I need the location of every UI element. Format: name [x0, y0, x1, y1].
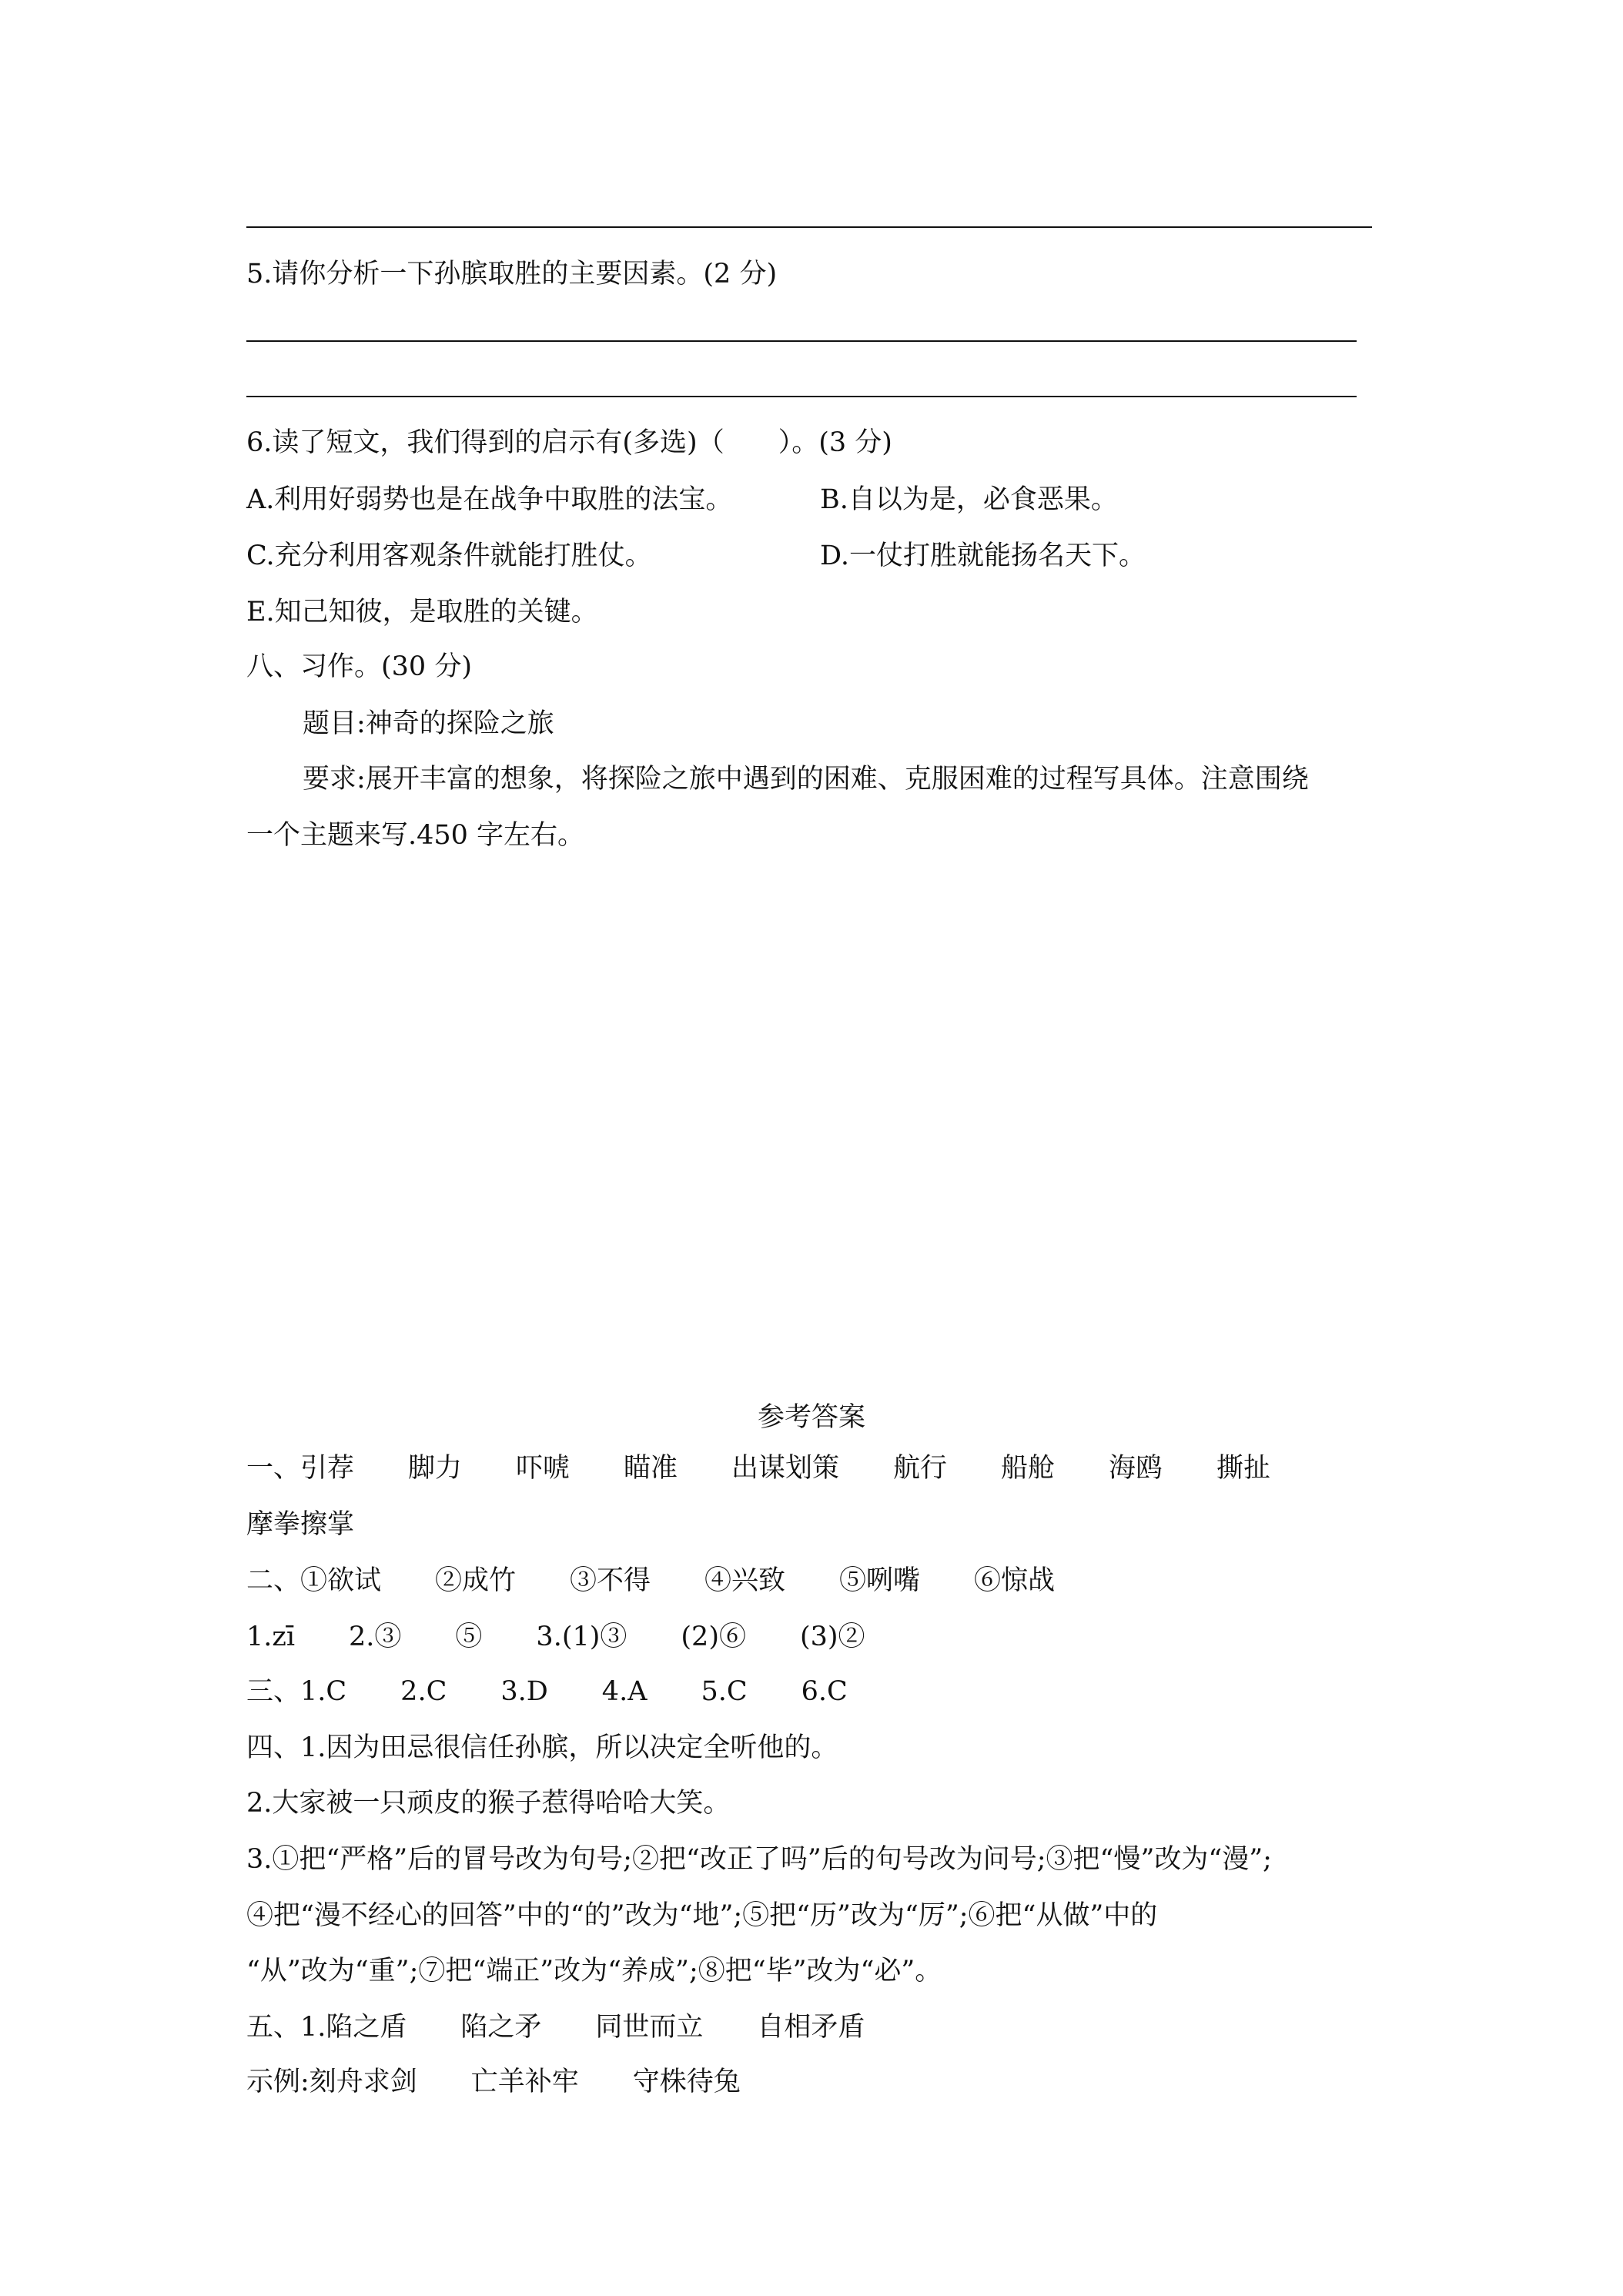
answer-line-4: 1.zī 2.③ ⑤ 3.(1)③ (2)⑥ (3)②: [246, 1622, 865, 1652]
answer-line-9: ④把“漫不经心的回答”中的“的”改为“地”;⑤把“历”改为“厉”;⑥把“从做”中的: [246, 1900, 1158, 1931]
option-a: A.利用好弱势也是在战争中取胜的法宝。: [246, 484, 733, 515]
option-e: E.知己知彼，是取胜的关键。: [246, 597, 598, 628]
answer-line-top: [246, 226, 1372, 228]
answer-line-5: 三、1.C 2.C 3.D 4.A 5.C 6.C: [246, 1676, 848, 1707]
answers-title: 参考答案: [757, 1402, 865, 1433]
question-5: 5.请你分析一下孙膑取胜的主要因素。(2 分): [246, 259, 778, 290]
answer-line-11: 五、1.陷之盾 陷之矛 同世而立 自相矛盾: [246, 2012, 865, 2043]
composition-requirement-1: 要求:展开丰富的想象，将探险之旅中遇到的困难、克服困难的过程写具体。注意围绕: [303, 764, 1309, 795]
answer-line-1: 一、引荐 脚力 吓唬 瞄准 出谋划策 航行 船舱 海鸥 撕扯: [246, 1453, 1271, 1484]
answer-line-q5-1: [246, 340, 1357, 342]
answer-line-3: 二、①欲试 ②成竹 ③不得 ④兴致 ⑤咧嘴 ⑥惊战: [246, 1565, 1056, 1596]
option-c: C.充分利用客观条件就能打胜仗。: [246, 541, 652, 571]
answer-line-8: 3.①把“严格”后的冒号改为句号;②把“改正了吗”后的句号改为问号;③把“慢”改为“漫”;: [246, 1844, 1272, 1875]
question-6: 6.读了短文，我们得到的启示有(多选)（ ）。(3 分): [246, 427, 892, 458]
answer-line-6: 四、1.因为田忌很信任孙膑，所以决定全听他的。: [246, 1732, 838, 1763]
composition-requirement-2: 一个主题来写.450 字左右。: [246, 820, 585, 851]
option-d: D.一仗打胜就能扬名天下。: [820, 541, 1146, 571]
answer-line-2: 摩拳擦掌: [246, 1509, 355, 1540]
section-8-heading: 八、习作。(30 分): [246, 651, 472, 682]
option-b: B.自以为是，必食恶果。: [820, 484, 1118, 515]
answer-line-10: “从”改为“重”;⑦把“端正”改为“养成”;⑧把“毕”改为“必”。: [246, 1956, 942, 1986]
answer-line-q5-2: [246, 396, 1357, 397]
composition-topic: 题目:神奇的探险之旅: [303, 708, 554, 739]
answer-line-7: 2.大家被一只顽皮的猴子惹得哈哈大笑。: [246, 1788, 731, 1819]
answer-line-12: 示例:刻舟求剑 亡羊补牢 守株待兔: [246, 2067, 741, 2097]
